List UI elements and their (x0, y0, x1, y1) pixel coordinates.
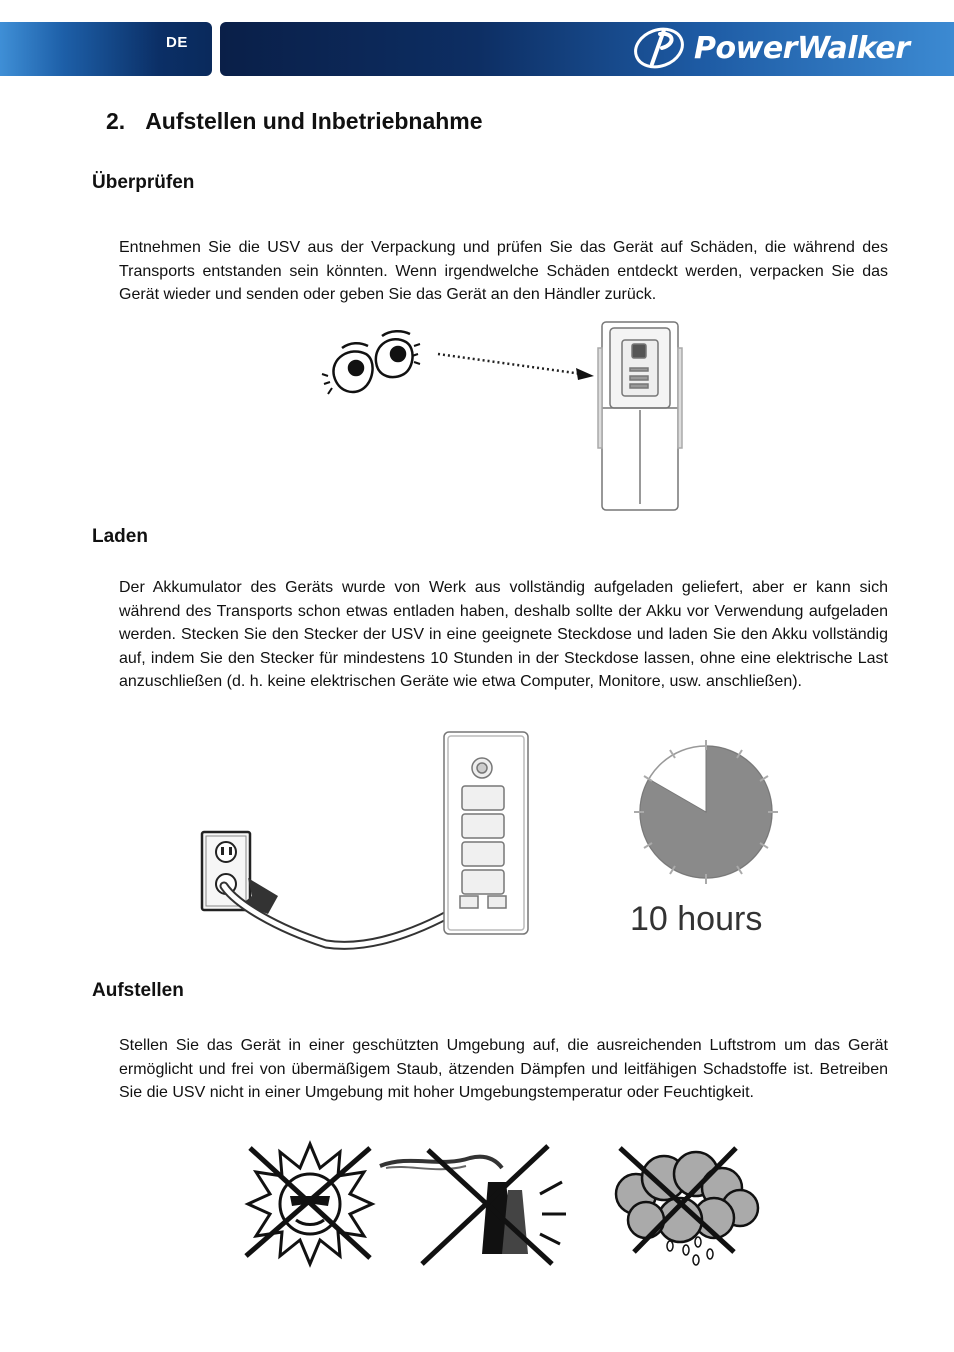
logo-mark-icon (630, 24, 688, 72)
brand-name: PowerWalker (694, 30, 910, 66)
language-tag: DE (166, 34, 188, 51)
ups-front-icon (598, 322, 682, 510)
ups-rear-icon (444, 732, 528, 934)
no-fumes-icon (380, 1146, 566, 1264)
clock-label: 10 hours (630, 900, 763, 938)
heading-placement: Aufstellen (92, 980, 184, 1001)
section-title (106, 108, 483, 135)
section-number: 2. (106, 108, 126, 134)
section-title-text: Aufstellen und Inbetriebnahme (145, 108, 483, 134)
heading-inspect: Überprüfen (92, 172, 195, 193)
paragraph-charge: Der Akkumulator des Geräts wurde von Werk aus vollständig aufgeladen geliefert, aber er kann sich während des Transports schon etwas entladen haben, deshalb sollte der Akku vor Verwendung aufgeladen werden. Stecken Sie den Stecker der USV in eine geeignete Steckdose und laden Sie den Akku vollständig auf, indem Sie den Stecker für mindestens 10 Stunden in der Steckdose lassen, ohne eine elektrische Last anzuschließen (d. h. keine elektrischen Geräte wie etwa Computer, Monitore, usw. anschließen). (119, 579, 888, 691)
no-rain-icon (616, 1148, 758, 1265)
placement-figure (240, 1138, 770, 1272)
clock-icon (634, 740, 778, 884)
charge-figure (196, 728, 786, 956)
paragraph-placement: Stellen Sie das Gerät in einer geschützten Umgebung auf, die ausreichenden Luftstrom um das Gerät ermöglicht und frei von übermäßigem Staub, ätzenden Dämpfen und leitfähigen Schadstoffe ist. Betreiben Sie die USV nicht in einer Umgebung mit hoher Umgebungstemperatur oder Feuchtigkeit. (119, 1037, 888, 1102)
eyes-icon (322, 331, 420, 394)
paragraph-inspect: Entnehmen Sie die USV aus der Verpackung und prüfen Sie das Gerät auf Schäden, die während des Transports entstanden sein könnten. Wenn irgendwelche Schäden entdeckt werden, verpacken Sie das Gerät wieder und senden oder geben Sie das Gerät an den Händler zurück. (119, 239, 888, 304)
no-sun-icon (246, 1144, 372, 1264)
inspect-figure (320, 318, 700, 518)
arrow-dotted (438, 354, 582, 374)
brand-logo (630, 24, 910, 72)
heading-charge: Laden (92, 526, 148, 547)
